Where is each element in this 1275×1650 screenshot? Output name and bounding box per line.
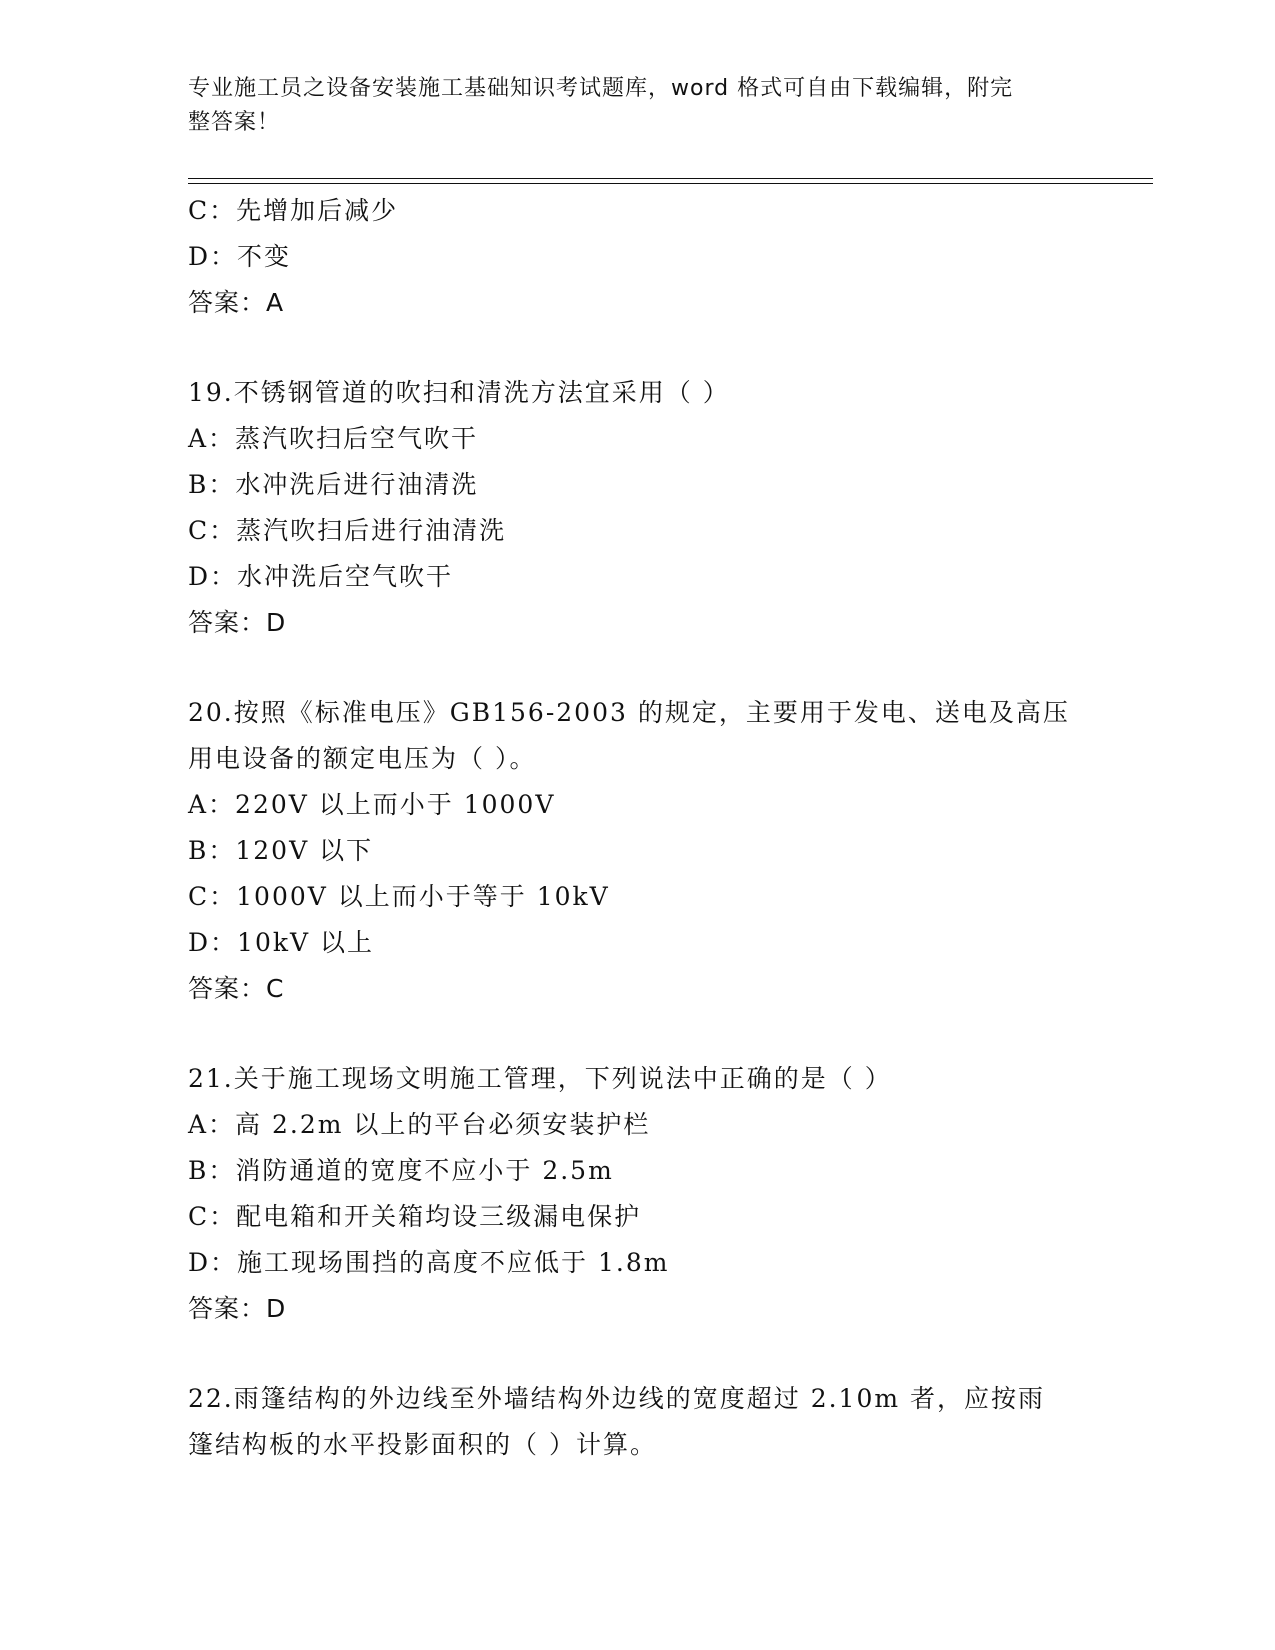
header-line-1: 专业施工员之设备安装施工基础知识考试题库，word 格式可自由下载编辑，附完 bbox=[188, 76, 1014, 101]
question-stem-continued: 用电设备的额定电压为（ ）。 bbox=[188, 744, 537, 773]
option-a: A：高 2.2m 以上的平台必须安装护栏 bbox=[188, 1110, 651, 1139]
option-c: C：配电箱和开关箱均设三级漏电保护 bbox=[188, 1202, 642, 1231]
answer-line: 答案：A bbox=[188, 288, 285, 317]
header-rule-bottom bbox=[188, 183, 1153, 184]
option-d: D：10kV 以上 bbox=[188, 928, 375, 957]
answer-line: 答案：D bbox=[188, 1294, 287, 1323]
option-b: B：120V 以下 bbox=[188, 836, 374, 865]
option-d: D：施工现场围挡的高度不应低于 1.8m bbox=[188, 1248, 670, 1277]
option-d: D：不变 bbox=[188, 242, 292, 271]
option-d: D：水冲洗后空气吹干 bbox=[188, 562, 454, 591]
question-22 bbox=[188, 1376, 1118, 1468]
spacer bbox=[188, 1332, 1118, 1376]
answer-line: 答案：D bbox=[188, 608, 287, 637]
answer-line: 答案：C bbox=[188, 974, 285, 1003]
option-b: B：水冲洗后进行油清洗 bbox=[188, 470, 479, 499]
header-line-2: 整答案！ bbox=[188, 110, 281, 135]
spacer bbox=[188, 646, 1118, 690]
question-list bbox=[188, 188, 1118, 1468]
option-a: A：220V 以上而小于 1000V bbox=[188, 790, 556, 819]
spacer bbox=[188, 326, 1118, 370]
question-stem-continued: 篷结构板的水平投影面积的（ ）计算。 bbox=[188, 1430, 657, 1459]
question-21 bbox=[188, 1056, 1118, 1332]
question-stem: 22.雨篷结构的外边线至外墙结构外边线的宽度超过 2.10m 者，应按雨 bbox=[188, 1384, 1046, 1413]
prev-question-block bbox=[188, 188, 1118, 326]
question-stem: 19.不锈钢管道的吹扫和清洗方法宜采用（ ） bbox=[188, 378, 730, 407]
option-b: B：消防通道的宽度不应小于 2.5m bbox=[188, 1156, 614, 1185]
option-a: A：蒸汽吹扫后空气吹干 bbox=[188, 424, 479, 453]
option-c: C：先增加后减少 bbox=[188, 196, 399, 225]
question-20 bbox=[188, 690, 1118, 1012]
option-c: C：蒸汽吹扫后进行油清洗 bbox=[188, 516, 507, 545]
question-19 bbox=[188, 370, 1118, 646]
header-rule-top bbox=[188, 178, 1153, 179]
spacer bbox=[188, 1012, 1118, 1056]
question-stem: 20.按照《标准电压》GB156-2003 的规定，主要用于发电、送电及高压 bbox=[188, 698, 1070, 727]
document-header bbox=[188, 72, 1088, 140]
option-c: C：1000V 以上而小于等于 10kV bbox=[188, 882, 610, 911]
question-stem: 21.关于施工现场文明施工管理，下列说法中正确的是（ ） bbox=[188, 1064, 892, 1093]
